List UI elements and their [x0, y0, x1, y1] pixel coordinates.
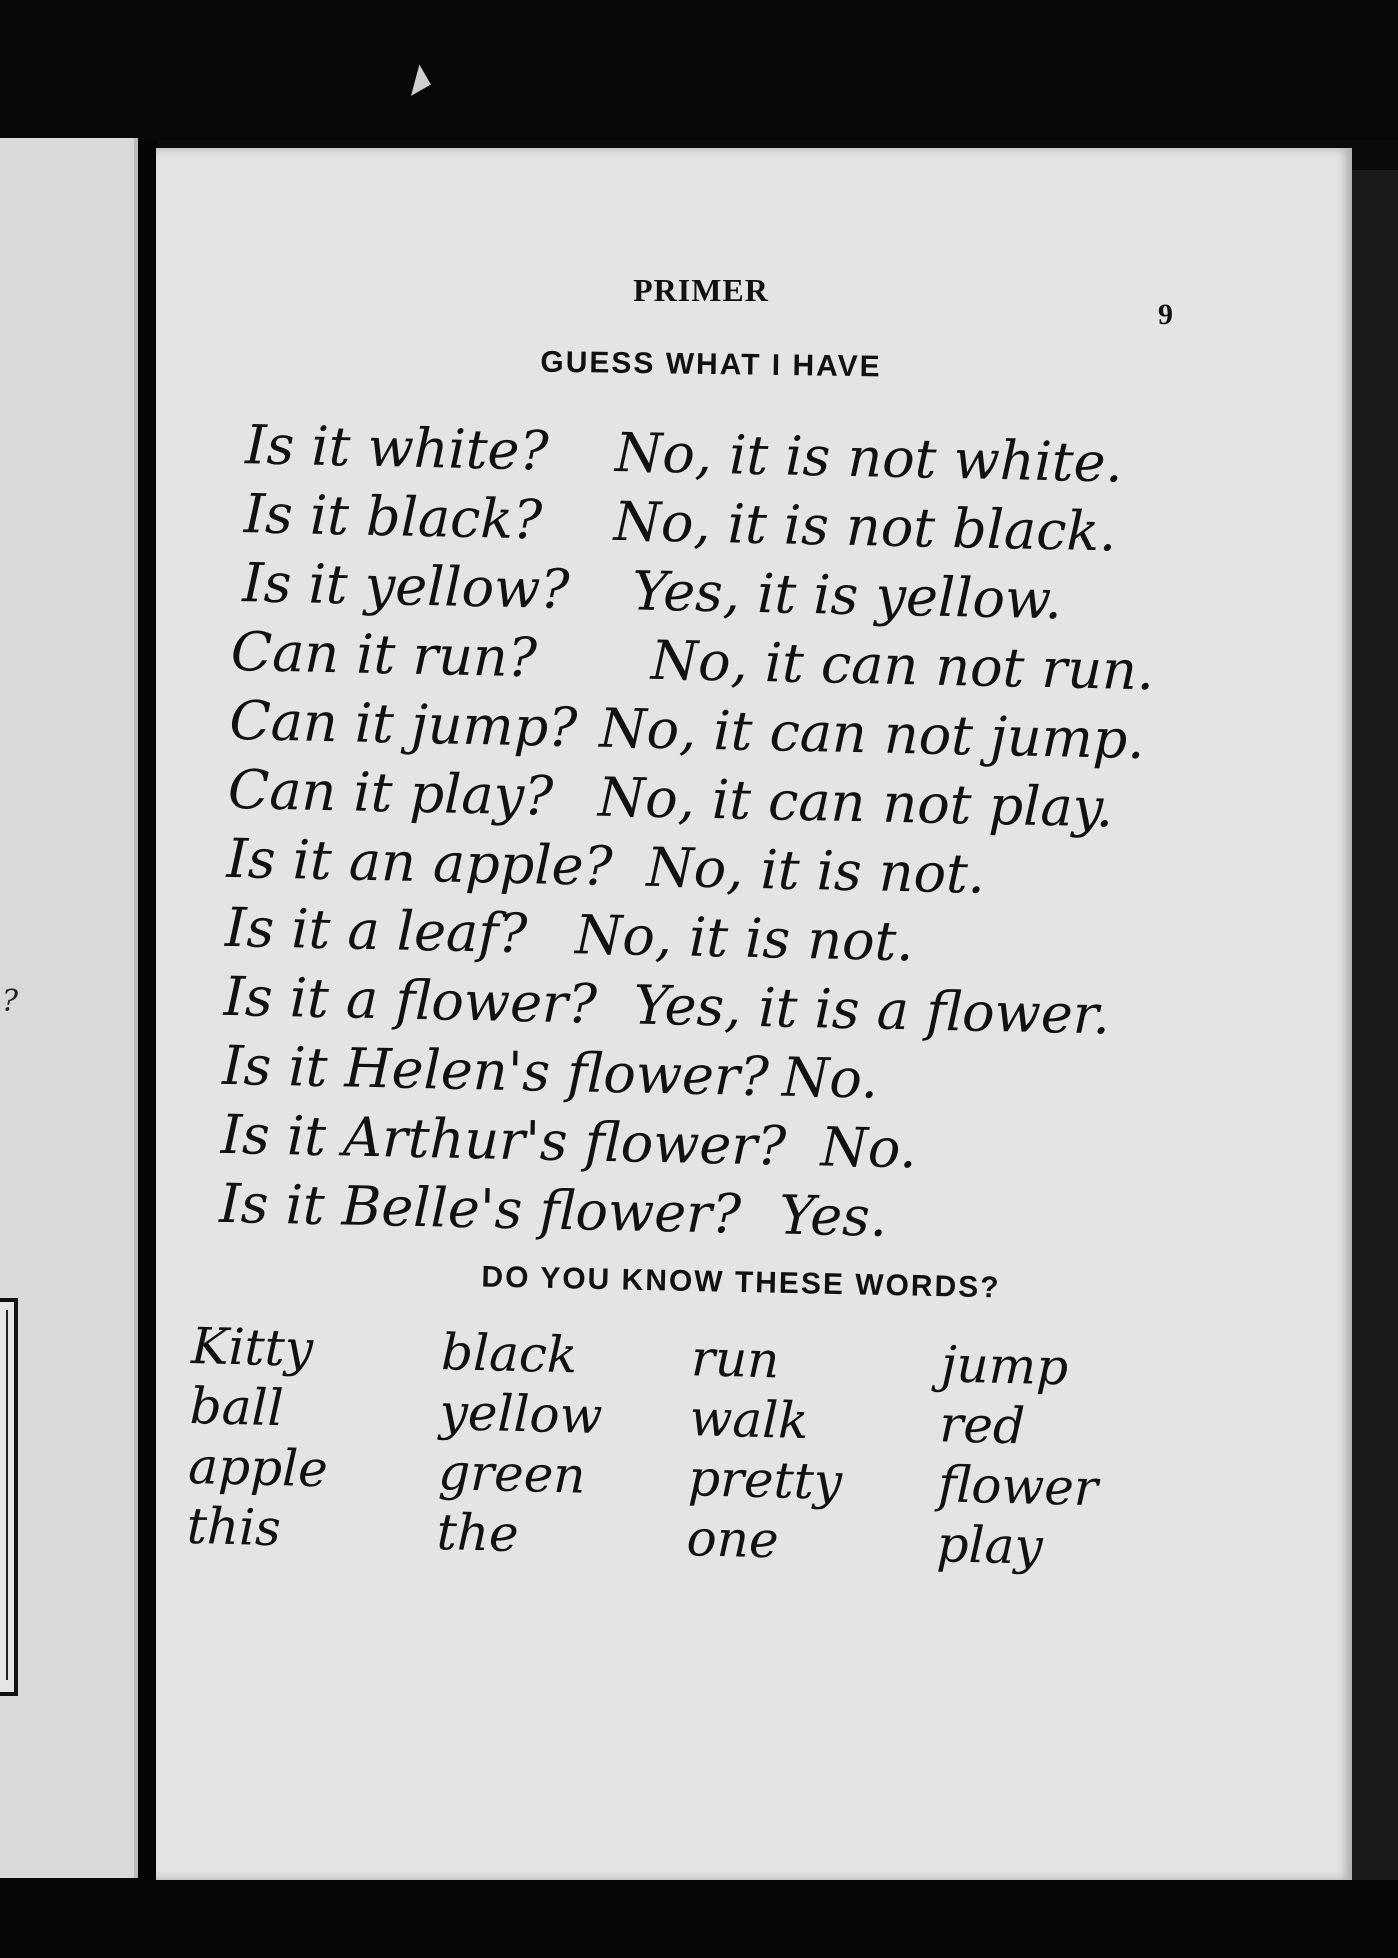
answer: No, it can not jump. — [598, 696, 1146, 772]
running-head: PRIMER — [633, 272, 769, 308]
question: Is it Helen's flower? — [221, 1033, 770, 1109]
section-title: GUESS WHAT I HAVE — [540, 345, 882, 384]
word-column — [436, 1322, 682, 1568]
answer: No, it is not. — [574, 903, 915, 974]
word-column — [186, 1316, 432, 1562]
word: the — [436, 1503, 520, 1564]
question: Is it Belle's flower? — [218, 1171, 742, 1246]
question: Can it jump? — [228, 688, 578, 760]
words-title: DO YOU KNOW THESE WORDS? — [481, 1260, 1001, 1305]
word: walk — [688, 1389, 810, 1451]
question: Is it Arthur's flower? — [220, 1102, 787, 1178]
word: run — [690, 1329, 781, 1390]
previous-page-glyph: ? — [2, 984, 19, 1019]
question: Is it an apple? — [225, 826, 614, 898]
question: Is it a leaf? — [224, 895, 528, 966]
scan-bottom-border — [0, 1880, 1398, 1958]
answer: No. — [820, 1115, 918, 1181]
answer: No, it is not white. — [614, 420, 1124, 495]
question: Is it white? — [244, 413, 550, 483]
page-number: 9 — [1158, 298, 1173, 331]
primer-page — [156, 148, 1352, 1880]
question: Is it yellow? — [241, 551, 571, 622]
word: flower — [937, 1455, 1099, 1518]
word: pretty — [687, 1449, 843, 1511]
answer: Yes. — [778, 1183, 888, 1249]
answer: Yes, it is yellow. — [631, 559, 1063, 632]
answer: No, it can not run. — [650, 628, 1155, 703]
word: green — [437, 1443, 587, 1505]
word: apple — [187, 1436, 329, 1499]
word: play — [935, 1515, 1044, 1576]
word-list — [186, 1316, 1232, 1576]
dialogue-block — [219, 410, 1256, 1259]
scan-speck: ◢ — [395, 57, 434, 100]
previous-page-frame — [0, 1298, 18, 1696]
question: Is it black? — [243, 482, 543, 552]
previous-page-edge — [0, 138, 138, 1878]
scan-top-border — [0, 0, 1398, 140]
word: red — [938, 1395, 1026, 1456]
answer: Yes, it is a flower. — [632, 973, 1111, 1047]
answer: No. — [781, 1045, 879, 1111]
word: yellow — [439, 1383, 604, 1446]
page-right-edge — [1352, 170, 1398, 1880]
word: black — [440, 1323, 578, 1385]
word-column — [936, 1334, 1182, 1580]
answer: No, it can not play. — [597, 765, 1114, 840]
answer: No, it is not black. — [613, 489, 1118, 564]
word: ball — [189, 1376, 285, 1438]
word-column — [686, 1328, 932, 1574]
word: one — [686, 1509, 780, 1570]
word: this — [186, 1496, 282, 1558]
question: Is it a flower? — [223, 964, 598, 1036]
word: Kitty — [190, 1316, 314, 1378]
question: Can it play? — [227, 757, 554, 828]
word: jump — [940, 1335, 1069, 1397]
answer: No, it is not. — [645, 835, 986, 906]
question: Can it run? — [230, 619, 538, 690]
book-gutter — [138, 140, 158, 1880]
